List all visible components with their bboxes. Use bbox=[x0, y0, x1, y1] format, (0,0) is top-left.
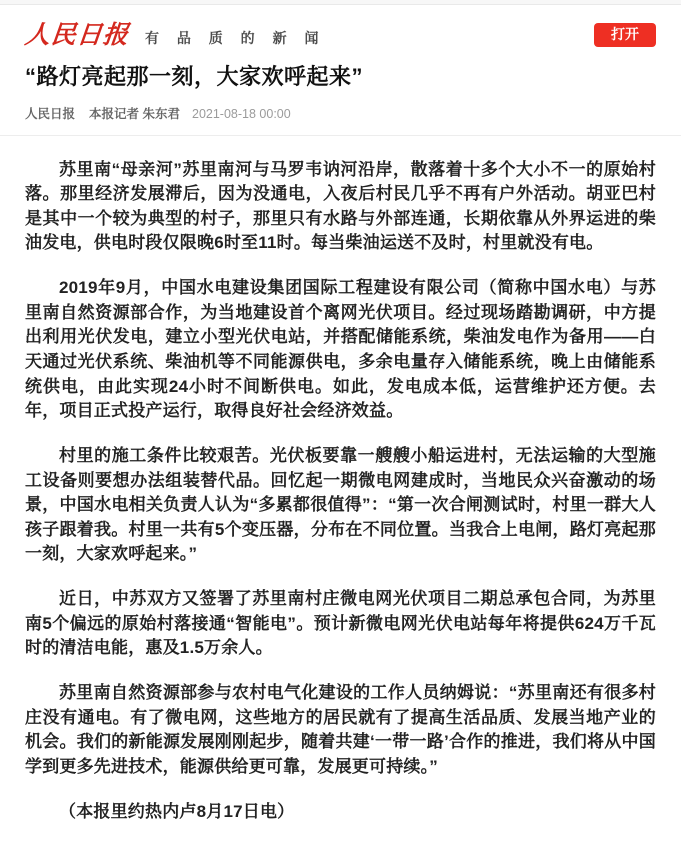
article-body bbox=[0, 136, 681, 854]
byline-reporter: 本报记者 朱东君 bbox=[89, 104, 180, 122]
open-app-button[interactable]: 打开 bbox=[594, 23, 656, 47]
paragraph-2: 2019年9月，中国水电建设集团国际工程建设有限公司（简称中国水电）与苏里南自然资源部合作，为当地建设首个离网光伏项目。经过现场踏勘调研，中方提出利用光伏发电，建立小型光伏电站，并搭配储能系统，柴油发电作为备用——白天通过光伏系统、柴油机等不同能源供电，多余电量存入储能系统，晚上由储能系统供电，由此实现24小时不间断供电。如此，发电成本低，运营维护还方便。去年，项目正式投产运行，取得良好社会经济效益。 bbox=[25, 276, 656, 424]
brand bbox=[25, 22, 325, 48]
peoples-daily-logo[interactable]: 人民日报 bbox=[24, 22, 131, 48]
article-title: “路灯亮起那一刻，大家欢呼起来” bbox=[25, 63, 656, 91]
paragraph-1: 苏里南“母亲河”苏里南河与马罗韦讷河沿岸，散落着十多个大小不一的原始村落。那里经济发展滞后，因为没通电，入夜后村民几乎不再有户外活动。胡亚巴村是其中一个较为典型的村子，那里只有水路与外部连通，长期依靠从外界运进的柴油发电，供电时段仅限晚6时至11时。每当柴油运送不及时，村里就没有电。 bbox=[25, 158, 656, 257]
byline-datetime: 2021-08-18 00:00 bbox=[192, 107, 291, 121]
app-header bbox=[0, 5, 681, 48]
paragraph-3: 村里的施工条件比较艰苦。光伏板要靠一艘艘小船运进村，无法运输的大型施工设备则要想办法组装替代品。回忆起一期微电网建成时，当地民众兴奋激动的场景，中国水电相关负责人认为“多累都很值得”：“第一次合闸测试时，村里一群大人孩子跟着我。村里一共有5个变压器，分布在不同位置。当我合上电闸，路灯亮起那一刻，大家欢呼起来。” bbox=[25, 444, 656, 567]
paragraph-5: 苏里南自然资源部参与农村电气化建设的工作人员纳姆说：“苏里南还有很多村庄没有通电。有了微电网，这些地方的居民就有了提高生活品质、发展当地产业的机会。我们的新能源发展刚刚起步，随着共建‘一带一路’合作的推进，我们将从中国学到更多先进技术，能源供给更可靠，发展更可持续。” bbox=[25, 681, 656, 780]
byline bbox=[25, 104, 656, 122]
byline-source: 人民日报 bbox=[25, 104, 75, 122]
dateline: （本报里约热内卢8月17日电） bbox=[25, 800, 656, 825]
paragraph-4: 近日，中苏双方又签署了苏里南村庄微电网光伏项目二期总承包合同，为苏里南5个偏远的原始村落接通“智能电”。预计新微电网光伏电站每年将提供624万千瓦时的清洁电能，惠及1.5万余人。 bbox=[25, 587, 656, 661]
brand-tagline: 有 品 质 的 新 闻 bbox=[145, 28, 325, 48]
